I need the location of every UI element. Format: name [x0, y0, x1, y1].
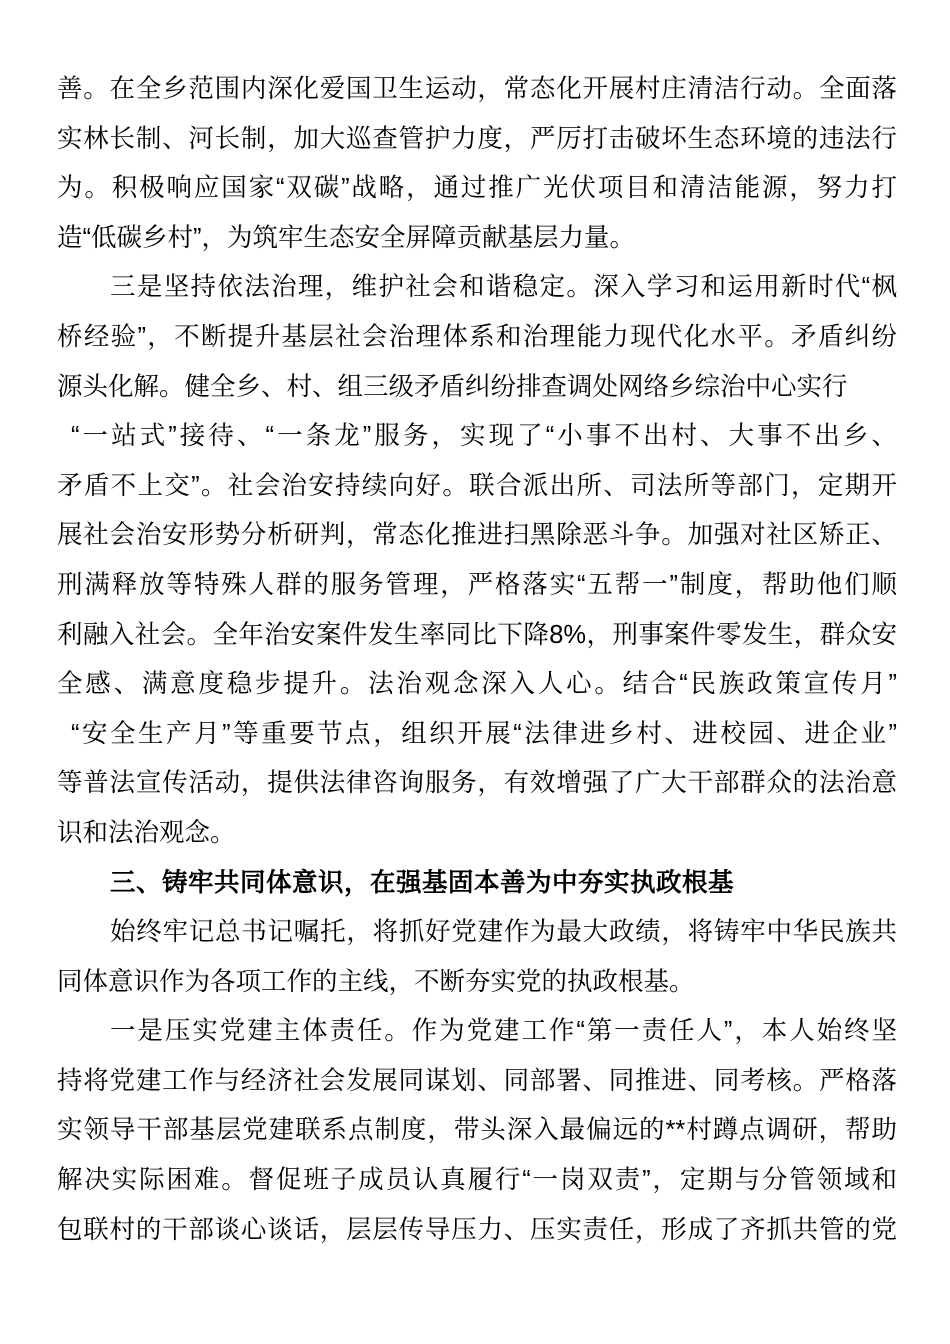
text-line: 三是坚持依法治理，维护社会和谐稳定。深入学习和运用新时代“枫: [110, 273, 897, 302]
text-line: 包联村的干部谈心谈话，层层传导压力、压实责任，形成了齐抓共管的党: [57, 1215, 897, 1244]
text-line: 全感、满意度稳步提升。法治观念深入人心。结合“民族政策宣传月”: [57, 670, 897, 699]
text-line: 识和法治观念。: [57, 818, 236, 847]
text-line: 矛盾不上交”。社会治安持续向好。联合派出所、司法所等部门，定期开: [57, 471, 897, 500]
text-line: 桥经验”，不断提升基层社会治理体系和治理能力现代化水平。矛盾纠纷: [57, 322, 897, 351]
text-line: 等普法宣传活动，提供法律咨询服务，有效增强了广大干部群众的法治意: [57, 769, 897, 798]
text-line: 为。积极响应国家“双碳”战略，通过推广光伏项目和清洁能源，努力打: [57, 174, 897, 203]
text-line: 源头化解。健全乡、村、组三级矛盾纠纷排查调处网络乡综治中心实行: [57, 372, 848, 401]
text-line: 始终牢记总书记嘱托，将抓好党建作为最大政绩，将铸牢中华民族共: [110, 918, 897, 947]
document-text-block: [57, 65, 897, 1255]
text-line: 利融入社会。全年治安案件发生率同比下降8%，刑事案件零发生，群众安: [57, 620, 897, 649]
text-line: 展社会治安形势分析研判，常态化推进扫黑除恶斗争。加强对社区矫正、: [57, 521, 897, 550]
text-line: 持将党建工作与经济社会发展同谋划、同部署、同推进、同考核。严格落: [57, 1066, 897, 1095]
text-line: 造“低碳乡村”，为筑牢生态安全屏障贡献基层力量。: [57, 223, 635, 252]
text-line: “安全生产月”等重要节点，组织开展“法律进乡村、进校园、进企业”: [71, 719, 897, 748]
text-line: 解决实际困难。督促班子成员认真履行“一岗双责”，定期与分管领域和: [57, 1166, 897, 1195]
text-line: “一站式”接待、“一条龙”服务，实现了“小事不出村、大事不出乡、: [71, 422, 897, 451]
text-line: 实林长制、河长制，加大巡查管护力度，严厉打击破坏生态环境的违法行: [57, 124, 897, 153]
text-line: 一是压实党建主体责任。作为党建工作“第一责任人”，本人始终坚: [110, 1017, 897, 1046]
text-line: 善。在全乡范围内深化爱国卫生运动，常态化开展村庄清洁行动。全面落: [57, 75, 897, 103]
text-line: 刑满释放等特殊人群的服务管理，严格落实“五帮一”制度，帮助他们顺: [57, 570, 897, 599]
text-line: 实领导干部基层党建联系点制度，带头深入最偏远的**村蹲点调研，帮助: [57, 1116, 897, 1145]
text-line: 同体意识作为各项工作的主线，不断夯实党的执政根基。: [57, 967, 695, 996]
section-heading: 三、铸牢共同体意识，在强基固本善为中夯实执政根基: [110, 868, 735, 897]
